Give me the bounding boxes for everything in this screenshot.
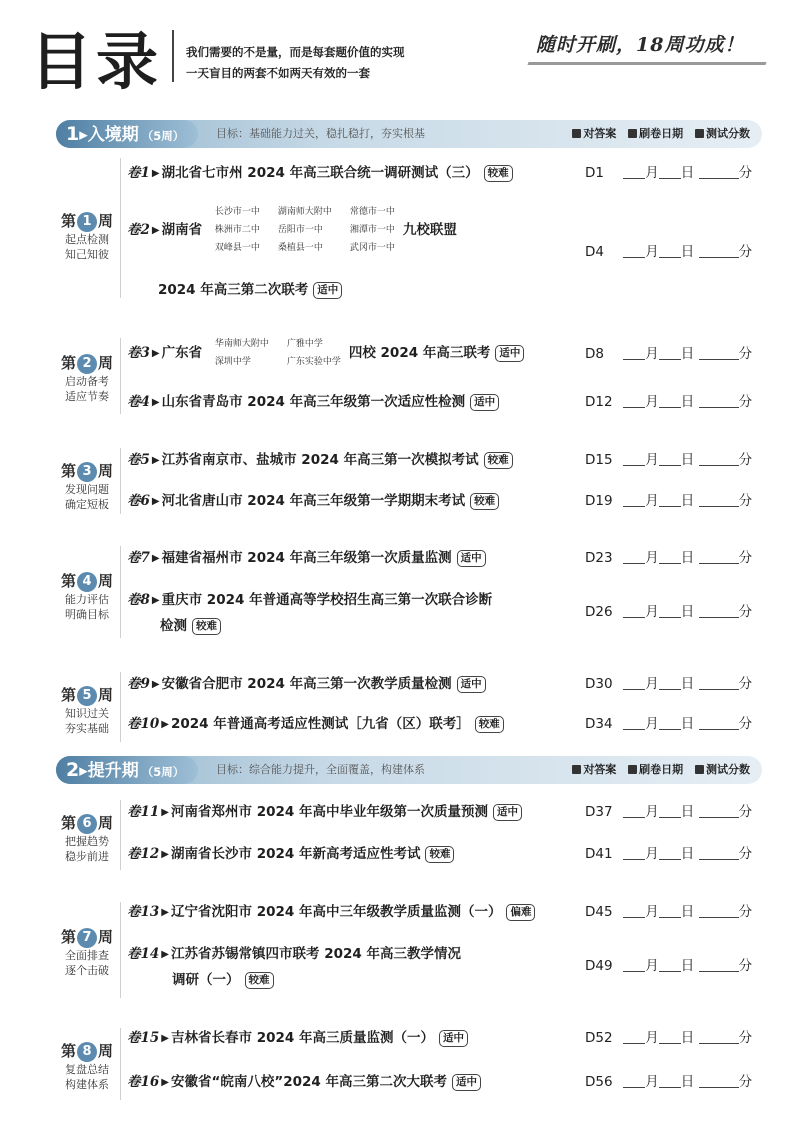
difficulty-badge: 偏难	[506, 904, 535, 921]
entry-11[interactable]: 卷11 ▶ 河南省郑州市 2024 年高中毕业年级第一次质量预测 适中	[127, 802, 522, 823]
entry-16[interactable]: 卷16 ▶ 安徽省“皖南八校”2024 年高三第二次大联考 适中	[127, 1072, 481, 1093]
date-row-10: D34 月 日 分	[585, 716, 753, 732]
entry-1[interactable]: 卷1 ▶ 湖北省七市州 2024 年高三联合统一调研测试（三） 较难	[127, 163, 513, 184]
date-row-2: D4 月 日 分	[585, 244, 753, 260]
date-row-11: D37 月 日 分	[585, 804, 753, 820]
week-1: 第 1 周 起点检测 知己知彼	[60, 212, 114, 261]
entry-14-line-2[interactable]: 调研（一） 较难	[172, 970, 274, 990]
date-row-16: D56 月 日 分	[585, 1074, 753, 1090]
phase-bar-2	[56, 756, 762, 784]
slogan-underline	[527, 62, 766, 65]
date-row-7: D23 月 日 分	[585, 550, 753, 566]
entry-6[interactable]: 卷6 ▶ 河北省唐山市 2024 年高三年级第一学期期末考试 较难	[127, 491, 499, 512]
date-row-1: D1 月 日 分	[585, 165, 753, 181]
difficulty-badge: 较难	[192, 618, 221, 635]
date-row-3: D8 月 日 分	[585, 346, 753, 362]
entry-9[interactable]: 卷9 ▶ 安徽省合肥市 2024 年高三第一次教学质量检测 适中	[127, 674, 486, 695]
entry-8-line-2[interactable]: 检测 较难	[160, 616, 221, 636]
answer-icon	[572, 765, 581, 774]
difficulty-badge: 适中	[470, 394, 499, 411]
phase-name: 2▸提升期 （5周）	[56, 756, 198, 784]
week-divider	[120, 1028, 121, 1100]
entry-2-line-2[interactable]: 2024 年高三第二次联考 适中	[158, 280, 342, 300]
phase-legend	[564, 120, 750, 148]
difficulty-badge: 较难	[245, 972, 274, 989]
legend-score: 测试分数	[695, 127, 750, 140]
difficulty-badge: 适中	[439, 1030, 468, 1047]
week-2: 第 2 周 启动备考 适应节奏	[60, 354, 114, 403]
week-divider	[120, 338, 121, 414]
date-row-9: D30 月 日 分	[585, 676, 753, 692]
phase-legend	[564, 756, 750, 784]
header	[0, 0, 800, 110]
entry-7[interactable]: 卷7 ▶ 福建省福州市 2024 年高三年级第一次质量监测 适中	[127, 548, 486, 569]
score-icon	[695, 129, 704, 138]
legend-answers: 对答案	[572, 763, 616, 776]
date-row-8: D26 月 日 分	[585, 604, 753, 620]
entry-12[interactable]: 卷12 ▶ 湖南省长沙市 2024 年新高考适应性考试 较难	[127, 844, 454, 865]
entry-13[interactable]: 卷13 ▶ 辽宁省沈阳市 2024 年高中三年级教学质量监测（一） 偏难	[127, 902, 535, 923]
difficulty-badge: 较难	[484, 165, 513, 182]
entry-15[interactable]: 卷15 ▶ 吉林省长春市 2024 年高三质量监测（一） 适中	[127, 1028, 468, 1049]
entry-10[interactable]: 卷10 ▶ 2024 年普通高考适应性测试［九省（区）联考］ 较难	[127, 714, 504, 735]
entry-3[interactable]: 卷3 ▶ 广东省 华南师大附中 广雅中学 深圳中学 广东实验中学 四校 2024 年高三联考 适中	[127, 336, 524, 370]
date-row-15: D52 月 日 分	[585, 1030, 753, 1046]
entry-8[interactable]: 卷8 ▶ 重庆市 2024 年普通高等学校招生高三第一次联合诊断	[127, 592, 493, 608]
week-6: 第 6 周 把握趋势 稳步前进	[60, 814, 114, 863]
week-4: 第 4 周 能力评估 明确目标	[60, 572, 114, 621]
week-5: 第 5 周 知识过关 夯实基础	[60, 686, 114, 735]
week-divider	[120, 448, 121, 514]
calendar-icon	[628, 765, 637, 774]
legend-date: 刷卷日期	[628, 763, 683, 776]
week-3: 第 3 周 发现问题 确定短板	[60, 462, 114, 511]
date-row-13: D45 月 日 分	[585, 904, 753, 920]
difficulty-badge: 适中	[495, 345, 524, 362]
week-divider	[120, 672, 121, 742]
entry-4[interactable]: 卷4 ▶ 山东省青岛市 2024 年高三年级第一次适应性检测 适中	[127, 392, 499, 413]
week-8: 第 8 周 复盘总结 构建体系	[60, 1042, 114, 1091]
title-divider	[172, 30, 174, 82]
legend-score: 测试分数	[695, 763, 750, 776]
calendar-icon	[628, 129, 637, 138]
legend-answers: 对答案	[572, 127, 616, 140]
difficulty-badge: 适中	[457, 676, 486, 693]
date-row-12: D41 月 日 分	[585, 846, 753, 862]
phase-bar-1	[56, 120, 762, 148]
date-row-5: D15 月 日 分	[585, 452, 753, 468]
date-row-14: D49 月 日 分	[585, 958, 753, 974]
difficulty-badge: 较难	[484, 452, 513, 469]
phase-goal: 目标：综合能力提升，全面覆盖，构建体系	[216, 763, 425, 776]
week-divider	[120, 546, 121, 638]
motto	[186, 42, 405, 84]
school-list: 华南师大附中 广雅中学 深圳中学 广东实验中学	[214, 339, 341, 367]
phase-name: 1▸入境期 （5周）	[56, 120, 198, 148]
difficulty-badge: 较难	[470, 493, 499, 510]
phase-goal: 目标：基础能力过关，稳扎稳打，夯实根基	[216, 127, 425, 140]
entry-14[interactable]: 卷14 ▶ 江苏省苏锡常镇四市联考 2024 年高三教学情况	[127, 946, 461, 962]
difficulty-badge: 适中	[313, 282, 342, 299]
difficulty-badge: 较难	[475, 716, 504, 733]
page-title: 目录	[30, 25, 163, 98]
week-7: 第 7 周 全面排查 逐个击破	[60, 928, 114, 977]
legend-date: 刷卷日期	[628, 127, 683, 140]
difficulty-badge: 适中	[452, 1074, 481, 1091]
score-icon	[695, 765, 704, 774]
motto-line-1: 我们需要的不是量，而是每套题价值的实现	[186, 45, 405, 59]
date-row-6: D19 月 日 分	[585, 493, 753, 509]
difficulty-badge: 适中	[493, 804, 522, 821]
school-list: 长沙市一中 湖南师大附中 常德市一中 株洲市二中 岳阳市一中 湘潭市一中 双峰县一中 桑植县一中 武冈市一中	[214, 207, 395, 253]
week-divider	[120, 800, 121, 870]
answer-icon	[572, 129, 581, 138]
date-row-4: D12 月 日 分	[585, 394, 753, 410]
week-divider	[120, 902, 121, 998]
difficulty-badge: 较难	[425, 846, 454, 863]
slogan: 随时开刷，18周功成！	[536, 34, 745, 56]
motto-line-2: 一天盲目的两套不如两天有效的一套	[186, 66, 370, 80]
week-divider	[120, 158, 121, 298]
difficulty-badge: 适中	[457, 550, 486, 567]
entry-5[interactable]: 卷5 ▶ 江苏省南京市、盐城市 2024 年高三第一次模拟考试 较难	[127, 450, 513, 471]
entry-2[interactable]: 卷2 ▶ 湖南省 长沙市一中 湖南师大附中 常德市一中 株洲市二中 岳阳市一中 湘潭市一中 双峰县一中 桑植县一中 武冈市一中 九校联盟	[127, 204, 457, 256]
